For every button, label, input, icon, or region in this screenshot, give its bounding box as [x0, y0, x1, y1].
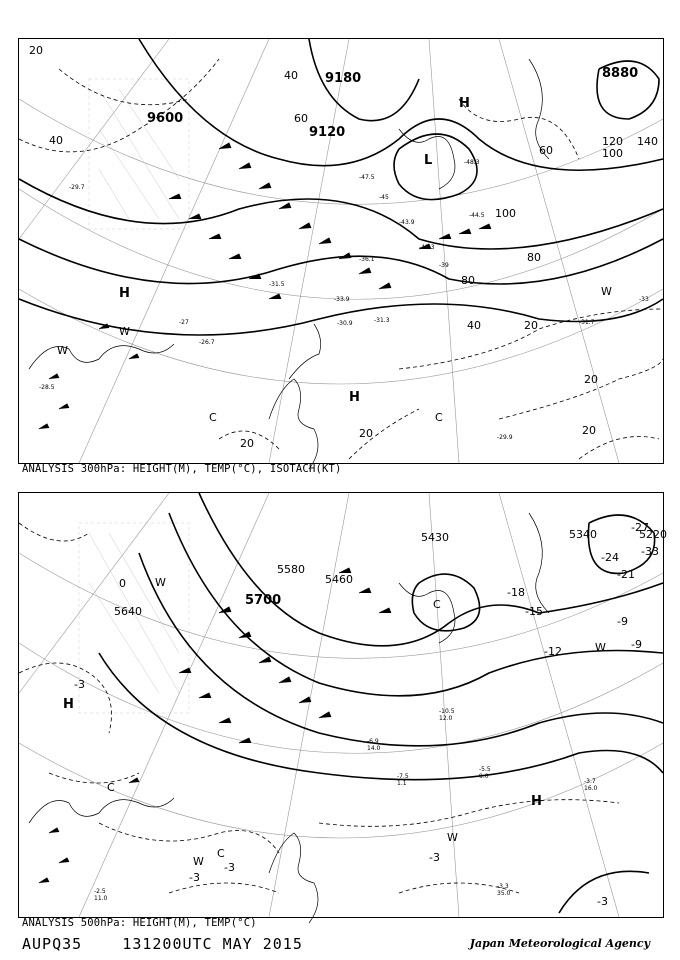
isotach-label: 80	[527, 251, 541, 264]
graticule	[19, 493, 663, 917]
temp-contour-label: -12	[544, 645, 562, 658]
temp-contour-label: -15	[525, 605, 543, 618]
temp-label: -33.9	[334, 296, 350, 303]
isotach-label: 80	[461, 274, 475, 287]
temp-contour-label: -24	[601, 551, 619, 564]
warm-center: W	[119, 325, 130, 338]
map-panel-300hpa	[18, 38, 664, 464]
isotach-contours	[19, 59, 663, 459]
isotach-label: 60	[539, 144, 553, 157]
temp-contour-label: -33	[641, 545, 659, 558]
shaded-region	[89, 79, 189, 229]
temp-labels-300	[39, 159, 649, 441]
warm-center: W	[595, 641, 606, 654]
height-label: 5640	[114, 605, 142, 618]
temp-label: -44.5	[469, 212, 485, 219]
station-label: 11.0	[94, 895, 108, 902]
chart-code: AUPQ35	[22, 935, 83, 953]
temp-label: -31.3	[374, 317, 390, 324]
station-label: 35.0	[497, 890, 511, 897]
height-label: 5580	[277, 563, 305, 576]
station-labels-500	[94, 708, 598, 902]
warm-center: W	[447, 831, 458, 844]
temp-label: -31.5	[269, 281, 285, 288]
station-label: 9.0	[479, 773, 489, 780]
isotach-label: 20	[524, 319, 538, 332]
map-panel-500hpa	[18, 492, 667, 918]
temp-label: -39	[439, 262, 449, 269]
height-labels-300	[147, 66, 638, 140]
map-500hpa-svg	[19, 493, 667, 917]
height-label: 9120	[309, 125, 346, 140]
cold-center: C	[209, 411, 217, 424]
valid-time: 131200UTC MAY 2015	[122, 935, 303, 953]
temp-contour-label: -9	[617, 615, 628, 628]
station-label: -7.5	[397, 773, 409, 780]
cold-center: C	[433, 598, 441, 611]
temp-label: -45	[379, 194, 389, 201]
station-label: -5.5	[479, 766, 491, 773]
isotach-label: 120	[602, 135, 623, 148]
chart-identifier	[22, 935, 303, 953]
temp-label: -27	[179, 319, 189, 326]
isotach-label: 20	[29, 44, 43, 57]
coastline	[29, 59, 549, 469]
temp-label: -30.9	[337, 320, 353, 327]
warm-center: W	[193, 855, 204, 868]
temp-label: -36.1	[359, 256, 375, 263]
warm-center: W	[601, 285, 612, 298]
station-label: -2.5	[94, 888, 106, 895]
warm-center: W	[155, 576, 166, 589]
caption-500hpa: ANALYSIS 500hPa: HEIGHT(M), TEMP(°C)	[22, 917, 257, 929]
temp-label: -43.9	[399, 219, 415, 226]
warm-center: W	[57, 344, 68, 357]
station-label: -10.5	[439, 708, 455, 715]
wind-barbs	[39, 143, 491, 429]
station-label: -3.3	[497, 883, 509, 890]
temp-contour-label: -21	[617, 568, 635, 581]
temp-contour-label: -3	[74, 678, 85, 691]
station-label: 1.1	[397, 780, 407, 787]
station-label: -6.9	[367, 738, 379, 745]
high-center: H	[119, 286, 130, 301]
height-label: 5220	[639, 528, 667, 541]
low-center: L	[424, 153, 433, 168]
cold-center: C	[107, 781, 115, 794]
cold-center: C	[217, 847, 225, 860]
isotach-label: 20	[359, 427, 373, 440]
height-label: 8880	[602, 66, 639, 81]
temp-contour-label: -3	[224, 861, 235, 874]
station-label: 16.0	[584, 785, 598, 792]
station-label: 14.0	[367, 745, 381, 752]
temp-label: -26.7	[199, 339, 215, 346]
isotach-label: 20	[584, 373, 598, 386]
temp-label: -29.7	[69, 184, 85, 191]
temp-label: -41.3	[419, 244, 435, 251]
cold-center: C	[435, 411, 443, 424]
temp-contour-label: -18	[507, 586, 525, 599]
agency-name: Japan Meteorological Agency	[469, 937, 650, 950]
isotach-label: 60	[294, 112, 308, 125]
temp-contour-label: -3	[429, 851, 440, 864]
temp-contour-label: -3	[597, 895, 608, 908]
map-300hpa-svg	[19, 39, 663, 463]
temp-label: -47.5	[359, 174, 375, 181]
high-center: H	[459, 96, 470, 111]
high-center: H	[531, 794, 542, 809]
pressure-centers-500	[63, 576, 606, 868]
shaded-region	[79, 523, 189, 713]
isotach-label: 40	[284, 69, 298, 82]
height-contours	[99, 493, 663, 913]
high-center: H	[63, 697, 74, 712]
isotach-label: 20	[240, 437, 254, 450]
isotach-label: 140	[637, 135, 658, 148]
temp-contour-label: -3	[189, 871, 200, 884]
isotach-label: 40	[49, 134, 63, 147]
high-center: H	[349, 390, 360, 405]
temp-contour-label: 0	[119, 577, 126, 590]
height-label: 9180	[325, 71, 362, 86]
graticule	[19, 39, 663, 463]
height-label: 9600	[147, 111, 184, 126]
height-label: 5700	[245, 593, 282, 608]
isotach-label: 20	[582, 424, 596, 437]
temp-contour-label: -27	[631, 521, 649, 534]
temp-label: -48.3	[464, 159, 480, 166]
caption-300hpa: ANALYSIS 300hPa: HEIGHT(M), TEMP(°C), ISOTACH(KT)	[22, 463, 342, 475]
temp-label: -28.5	[39, 384, 55, 391]
wind-barbs	[39, 568, 391, 883]
station-label: 12.0	[439, 715, 453, 722]
temp-contour-label: -9	[631, 638, 642, 651]
height-label: 5430	[421, 531, 449, 544]
temp-label: -31.7	[579, 319, 595, 326]
station-label: -3.7	[584, 778, 596, 785]
height-label: 5460	[325, 573, 353, 586]
isotach-label: 40	[467, 319, 481, 332]
temp-label: -33	[639, 296, 649, 303]
isotach-label: 100	[495, 207, 516, 220]
isotach-label: 100	[602, 147, 623, 160]
height-label: 5340	[569, 528, 597, 541]
temp-label: -29.9	[497, 434, 513, 441]
